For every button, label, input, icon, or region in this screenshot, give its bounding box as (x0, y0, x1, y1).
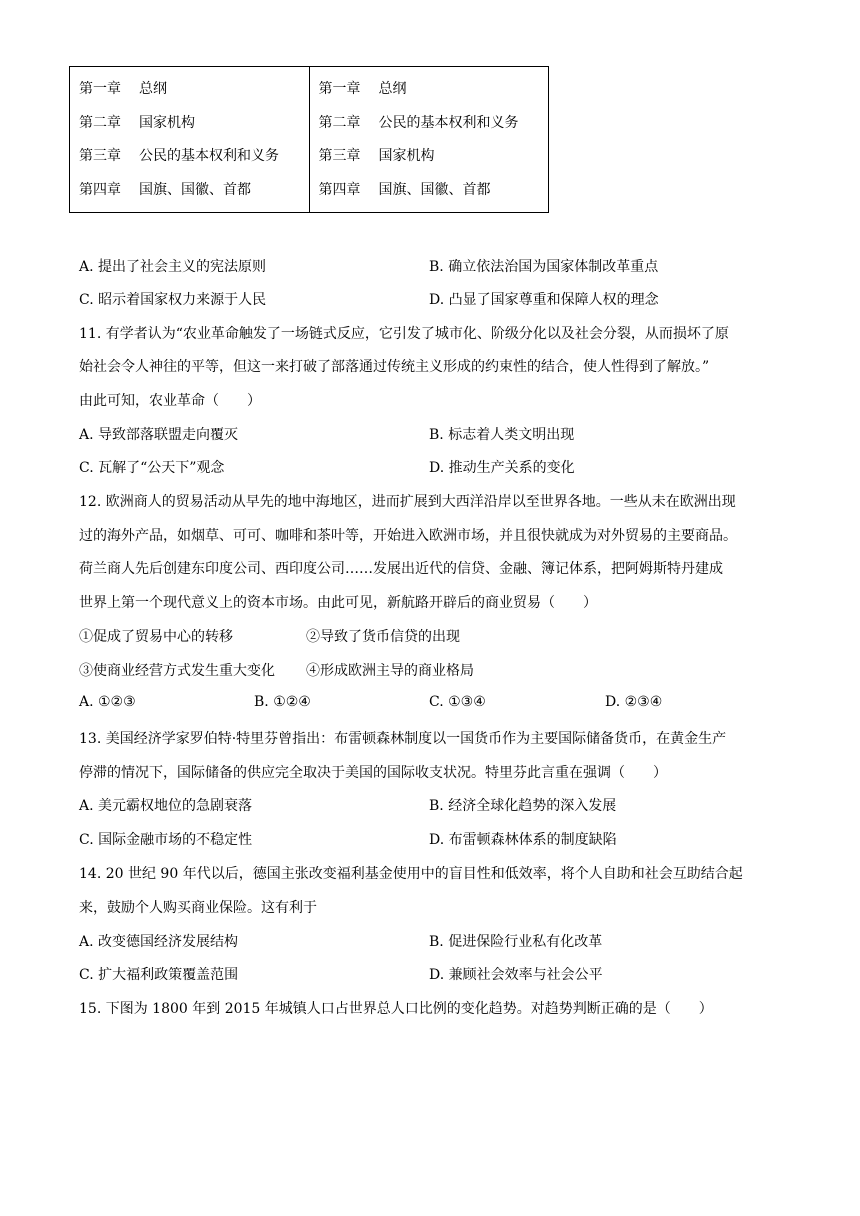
q12-stem-line-3: 荷兰商人先后创建东印度公司、西印度公司……发展出近代的信贷、金融、簿记体系，把阿姆斯特丹建成 (79, 561, 723, 577)
q14-option-d: D. 兼顾社会效率与社会公平 (429, 967, 603, 983)
q10-option-c: C. 昭示着国家权力来源于人民 (79, 292, 267, 308)
q11-option-b: B. 标志着人类文明出现 (429, 427, 575, 443)
q13-stem-line-2: 停滞的情况下，国际储备的供应完全取决于美国的国际收支状况。特里芬此言重在强调（ ） (79, 765, 667, 781)
table-row: 第二章 公民的基本权利和义务 (318, 114, 519, 131)
q12-statement-2: ②导致了货币信贷的出现 (306, 629, 460, 645)
q12-statement-3: ③使商业经营方式发生重大变化 (79, 663, 275, 679)
q13-option-b: B. 经济全球化趋势的深入发展 (429, 798, 617, 814)
q14-option-b: B. 促进保险行业私有化改革 (429, 934, 603, 950)
q10-option-d: D. 凸显了国家尊重和保障人权的理念 (429, 292, 659, 308)
q11-stem-line-2: 始社会令人神往的平等，但这一来打破了部落通过传统主义形成的约束性的结合，使人性得到了解放。” (79, 359, 710, 375)
q10-option-b: B. 确立依法治国为国家体制改革重点 (429, 259, 659, 275)
q12-statement-1: ①促成了贸易中心的转移 (79, 629, 233, 645)
q13-stem-line-1: 13. 美国经济学家罗伯特·特里芬曾指出：布雷顿森林制度以一国货币作为主要国际储备货币，在黄金生产 (79, 731, 727, 747)
table-row: 第三章 公民的基本权利和义务 (79, 148, 279, 164)
q14-stem-line-1: 14. 20 世纪 90 年代以后，德国主张改变福利基金使用中的盲目性和低效率，将个人自助和社会互助结合起 (79, 866, 743, 882)
table-left-column (70, 67, 310, 213)
q11-option-a: A. 导致部落联盟走向覆灭 (79, 427, 239, 443)
q11-stem-line-3: 由此可知，农业革命（ ） (79, 393, 261, 409)
table-row: 第四章 国旗、国徽、首都 (318, 181, 491, 198)
q14-option-a: A. 改变德国经济发展结构 (79, 934, 239, 950)
q12-stem-line-1: 12. 欧洲商人的贸易活动从早先的地中海地区，进而扩展到大西洋沿岸以至世界各地。一些从未在欧洲出现 (79, 494, 736, 510)
q12-stem-line-2: 过的海外产品，如烟草、可可、咖啡和茶叶等，开始进入欧洲市场，并且很快就成为对外贸易的主要商品。 (79, 528, 737, 544)
q12-statement-4: ④形成欧洲主导的商业格局 (306, 663, 474, 679)
q12-stem-line-4: 世界上第一个现代意义上的资本市场。由此可见，新航路开辟后的商业贸易（ ） (79, 595, 597, 611)
table-row: 第二章 国家机构 (79, 114, 195, 131)
q12-option-d: D. ②③④ (605, 694, 663, 710)
q11-option-c: C. 瓦解了“公天下”观念 (79, 460, 225, 476)
q14-option-c: C. 扩大福利政策覆盖范围 (79, 967, 239, 983)
q11-stem-line-1: 11. 有学者认为“农业革命触发了一场链式反应，它引发了城市化、阶级分化以及社会分裂，从而损坏了原 (79, 326, 729, 342)
q15-stem-line-1: 15. 下图为 1800 年到 2015 年城镇人口占世界总人口比例的变化趋势。对趋势判断正确的是（ ） (79, 1001, 713, 1017)
q14-stem-line-2: 来，鼓励个人购买商业保险。这有利于 (79, 900, 317, 916)
q10-option-a: A. 提出了社会主义的宪法原则 (79, 259, 267, 275)
q12-option-a: A. ①②③ (79, 694, 136, 710)
table-row: 第一章 总纲 (79, 81, 167, 97)
table-row: 第一章 总纲 (318, 81, 407, 97)
q13-option-d: D. 布雷顿森林体系的制度缺陷 (429, 832, 617, 848)
table-row: 第四章 国旗、国徽、首都 (79, 181, 251, 198)
q12-option-b: B. ①②④ (254, 694, 311, 710)
table-row: 第三章 国家机构 (318, 148, 435, 164)
q13-option-c: C. 国际金融市场的不稳定性 (79, 832, 253, 848)
constitution-chapter-table (69, 66, 549, 213)
table-right-column (309, 67, 549, 213)
q13-option-a: A. 美元霸权地位的急剧衰落 (79, 798, 253, 814)
q12-option-c: C. ①③④ (429, 694, 486, 710)
q11-option-d: D. 推动生产关系的变化 (429, 460, 575, 476)
